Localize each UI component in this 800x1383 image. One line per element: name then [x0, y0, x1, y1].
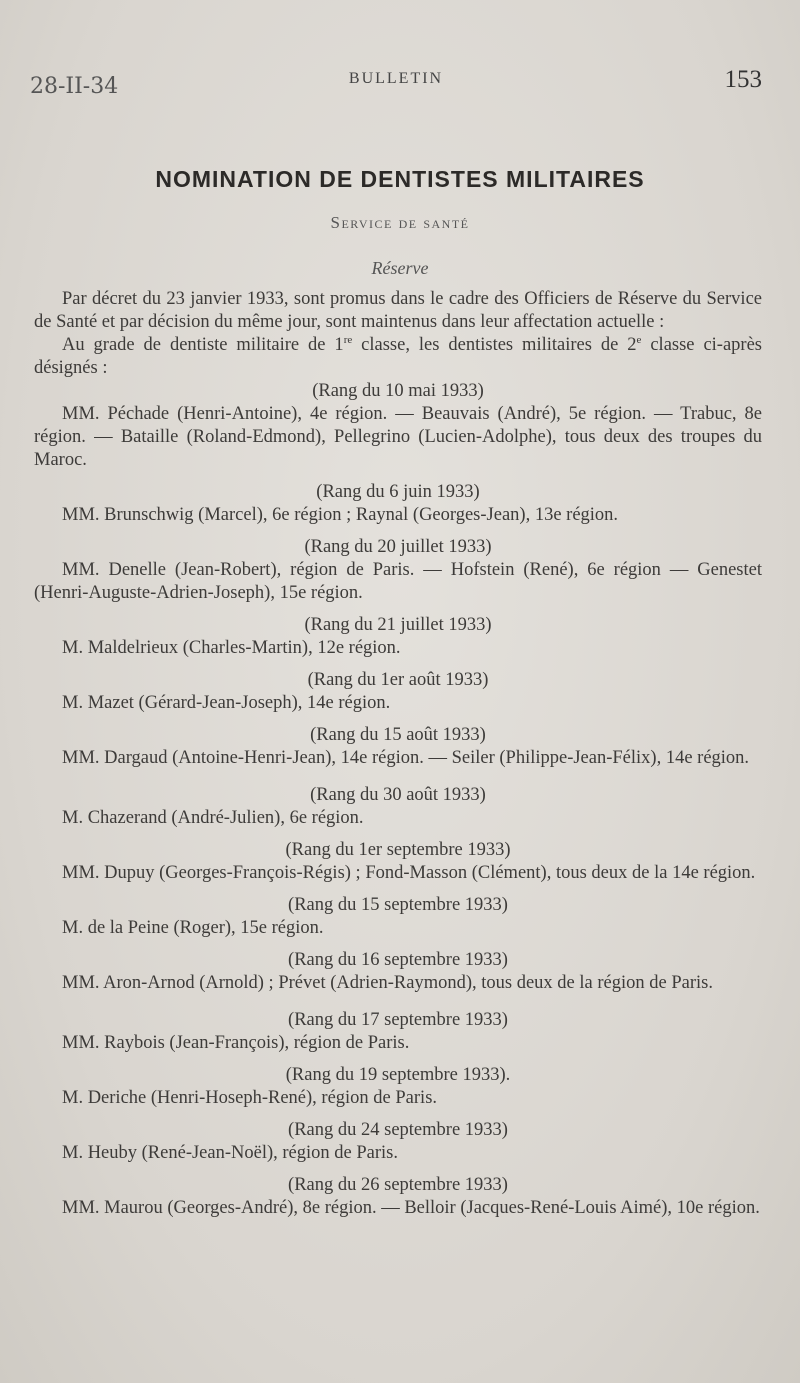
- rank-date: (Rang du 20 juillet 1933): [304, 537, 492, 557]
- nominee-names: M. Mazet (Gérard-Jean-Joseph), 14e région.: [62, 693, 391, 713]
- handwritten-date: 28-II-34: [30, 74, 119, 99]
- rank-date: (Rang du 17 septembre 1933): [288, 1010, 508, 1030]
- running-title: BULLETIN: [348, 70, 444, 87]
- nominee-names: M. Heuby (René-Jean-Noël), région de Paris.: [62, 1143, 398, 1163]
- nomination-entry: [34, 784, 762, 830]
- nomination-entry: [34, 949, 762, 995]
- intro-paragraph: Par décret du 23 janvier 1933, sont promus dans le cadre des Officiers de Réserve du Service de Santé et par décision du même jour, sont maintenus dans leur affectation actuelle :: [34, 289, 762, 332]
- rank-date: (Rang du 16 septembre 1933): [288, 950, 508, 970]
- rank-date: (Rang du 6 juin 1933): [316, 482, 480, 502]
- nomination-entry: [34, 894, 762, 940]
- nomination-entry: [34, 1064, 762, 1110]
- rank-date: (Rang du 15 août 1933): [310, 725, 486, 745]
- nominee-names: MM. Raybois (Jean-François), région de Paris.: [62, 1033, 410, 1053]
- nominee-names: MM. Maurou (Georges-André), 8e région. — Belloir (Jacques-René-Louis Aimé), 10e région.: [62, 1198, 760, 1218]
- nomination-entry: [34, 536, 762, 605]
- nomination-entry: [34, 481, 762, 527]
- nominee-names: MM. Péchade (Henri-Antoine), 4e région. — Beauvais (André), 5e région. — Trabuc, 8e région. — Bataille (Roland-Edmond), Pellegrino (Lucien-Adolphe), tous deux des troupes du Maroc.: [34, 404, 762, 470]
- rank-date: (Rang du 19 septembre 1933).: [285, 1065, 511, 1085]
- document-body: [34, 288, 762, 1220]
- rank-date: (Rang du 30 août 1933): [310, 785, 486, 805]
- nominee-names: M. Chazerand (André-Julien), 6e région.: [62, 808, 364, 828]
- nominee-names: M. de la Peine (Roger), 15e région.: [62, 918, 324, 938]
- nomination-entry: [34, 1009, 762, 1055]
- nomination-entry: [34, 669, 762, 715]
- nominee-names: M. Maldelrieux (Charles-Martin), 12e région.: [62, 638, 401, 658]
- nominee-names: M. Deriche (Henri-Hoseph-René), région de Paris.: [62, 1088, 438, 1108]
- rank-date: (Rang du 15 septembre 1933): [288, 895, 508, 915]
- page-title: NOMINATION DE DENTISTES MILITAIRES: [155, 166, 645, 192]
- nomination-entry: [34, 1119, 762, 1165]
- nomination-entry: [34, 1174, 762, 1220]
- nominee-names: MM. Dupuy (Georges-François-Régis) ; Fond-Masson (Clément), tous deux de la 14e région.: [62, 863, 756, 883]
- page-header: [30, 62, 762, 102]
- nomination-entry: [34, 614, 762, 660]
- rank-date: (Rang du 24 septembre 1933): [288, 1120, 508, 1140]
- rank-date: (Rang du 10 mai 1933): [312, 381, 484, 401]
- nomination-entry: [34, 380, 762, 472]
- page-number: 153: [724, 66, 762, 93]
- rank-date: (Rang du 21 juillet 1933): [304, 615, 492, 635]
- page-subtitle: Service de santé: [330, 213, 470, 232]
- section-heading: Réserve: [371, 258, 429, 278]
- grade-paragraph: Au grade de dentiste militaire de 1re classe, les dentistes militaires de 2e classe ci-après désignés :: [34, 333, 762, 378]
- nomination-list: [34, 380, 762, 1220]
- rank-date: (Rang du 26 septembre 1933): [288, 1175, 508, 1195]
- nomination-entry: [34, 724, 762, 770]
- nomination-entry: [34, 839, 762, 885]
- nominee-names: MM. Dargaud (Antoine-Henri-Jean), 14e région. — Seiler (Philippe-Jean-Félix), 14e région.: [62, 748, 750, 768]
- nominee-names: MM. Aron-Arnod (Arnold) ; Prévet (Adrien-Raymond), tous deux de la région de Paris.: [62, 973, 713, 993]
- rank-date: (Rang du 1er août 1933): [307, 670, 489, 690]
- rank-date: (Rang du 1er septembre 1933): [285, 840, 511, 860]
- nominee-names: MM. Brunschwig (Marcel), 6e région ; Raynal (Georges-Jean), 13e région.: [62, 505, 619, 525]
- nominee-names: MM. Denelle (Jean-Robert), région de Paris. — Hofstein (René), 6e région — Genestet (Henri-Auguste-Adrien-Joseph), 15e région.: [34, 560, 762, 603]
